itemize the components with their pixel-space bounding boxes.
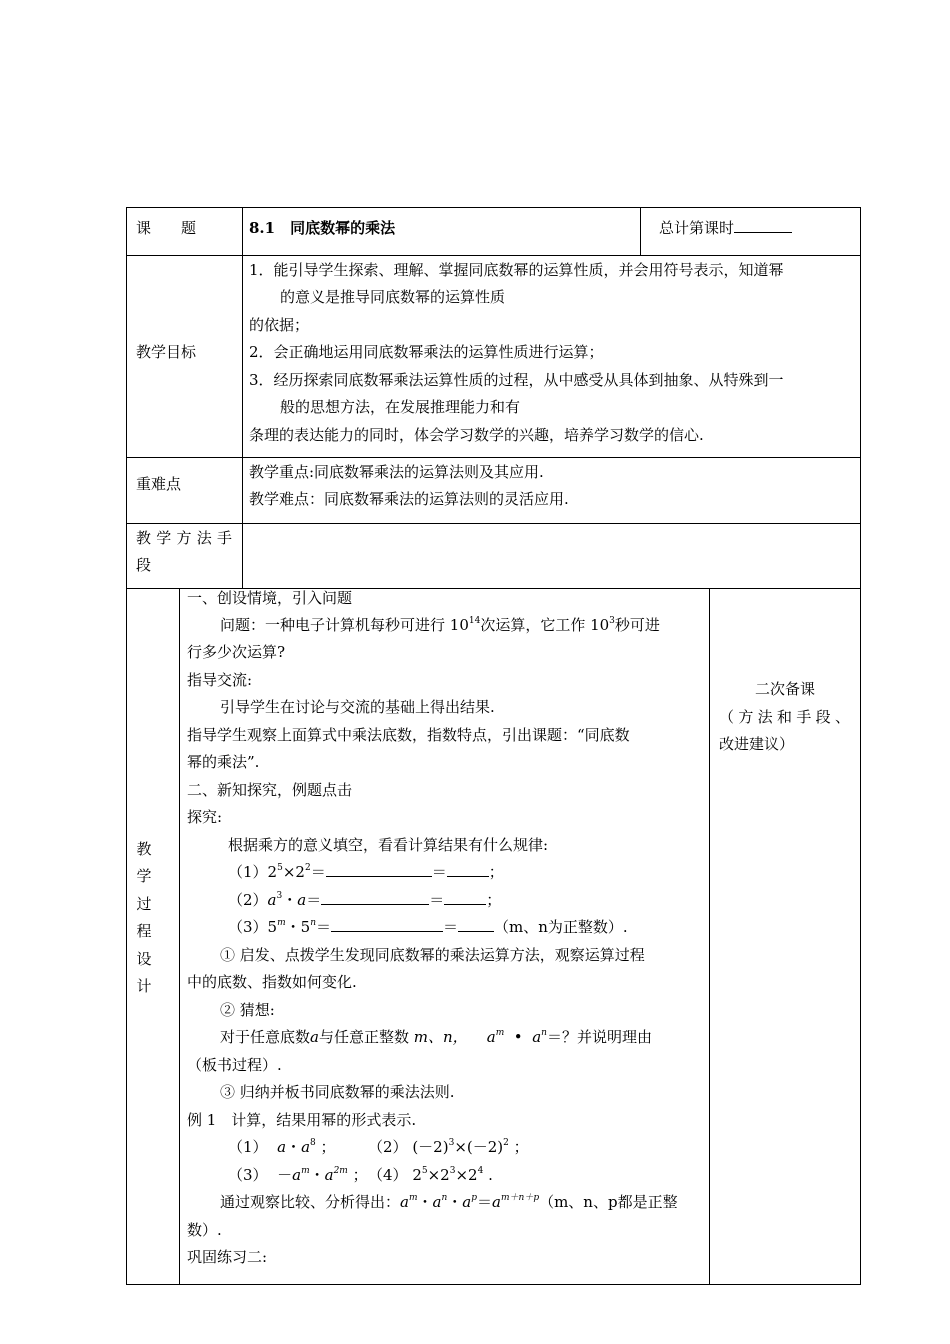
row-divider-2 [126,457,861,458]
explore-intro: 根据乘方的意义填空，看看计算结果有什么规律: [228,836,549,854]
conclusion-line-1: 通过观察比较、分析得出：$a^m$・$a^n$・$a^p=a^{m+n+p}(m$、n、p都是正整 [220,1193,678,1211]
example-1-problem-4: （4） $2^5\times 2^3\times 2^4$ . [368,1166,493,1184]
example-1-problem-2: （2） $(-2)^3\times(-2)^2$ ； [368,1138,529,1156]
exercise-1-blank-2[interactable] [447,862,489,877]
row-divider-3 [126,523,861,524]
key-points-label: 重难点 [136,475,182,493]
step-1-line-1: ① 启发、点拨学生发现同底数幂的乘法运算方法，观察运算过程 [220,946,645,964]
side-note-line1: 二次备课 [754,680,815,698]
problem-line-1: 问题：一种电子计算机每秒可进行 $10^{14}$次运算，它工作 $10^3$秒可进 [220,616,660,634]
objective-line-7: 条理的表达能力的同时，体会学习数学的兴趣，培养学习数学的信心. [249,426,704,444]
example-1-title: 例 1 计算，结果用幂的形式表示. [187,1111,417,1129]
label-column-divider [242,207,243,589]
problem-line-2: 行多少次运算? [187,643,286,661]
methods-label-line2: 段 [136,556,152,574]
hours-label: 总计第课时 [659,219,735,237]
step-3: ③ 归纳并板书同底数幂的乘法法则. [220,1083,455,1101]
process-label-divider [179,588,180,1285]
side-note-divider [709,588,710,1285]
table-border-bottom [126,1284,861,1285]
key-focus: 教学重点:同底数幂乘法的运算法则及其应用. [249,463,544,481]
objectives-label: 教学目标 [136,343,197,361]
side-note-line3: 改进建议） [719,735,795,753]
observe-line-1: 指导学生观察上面算式中乘法底数，指数特点，引出课题：“同底数 [187,726,630,744]
exercise-2: $(2)a^3$・a＝ ＝ ； [228,891,502,909]
key-difficulty: 教学难点：同底数幂乘法的运算法则的灵活应用. [249,490,569,508]
guess-line-1: 对于任意底数a与任意正整数 m、n， $a^m$ • $a^n=$？并说明理由 [220,1028,652,1046]
side-note-line2: （方法和手段、 [719,708,850,726]
exercise-3-blank-1[interactable] [331,917,443,932]
section-1-title: 一、创设情境，引入问题 [187,589,353,607]
practice-title: 巩固练习二: [187,1248,268,1266]
row-divider-1 [126,255,861,256]
process-label-char-4: 程 [136,922,152,940]
guide-text: 引导学生在讨论与交流的基础上得出结果. [220,698,495,716]
hours-column-divider [640,207,641,256]
table-border-top [126,207,861,208]
topic-title: 8.1 同底数幂的乘法 [249,219,396,237]
guide-title: 指导交流: [187,671,253,689]
exercise-2-blank-1[interactable] [321,890,429,905]
exercise-3-blank-2[interactable] [458,917,494,932]
conclusion-line-2: 数）. [187,1221,222,1239]
table-border-right [860,207,861,1285]
example-1-problem-3: $(3) -a^m$・$a^{2m}$ ； [228,1166,368,1184]
step-2: ② 猜想: [220,1001,275,1019]
example-1-problem-1: （1） a・$a^8$ ； [228,1138,336,1156]
hours-field [659,218,792,238]
section-2-title: 二、新知探究，例题点击 [187,781,353,799]
exercise-1-blank-1[interactable] [326,862,432,877]
observe-line-2: 幂的乘法”. [187,753,260,771]
objective-line-6: 般的思想方法，在发展推理能力和有 [280,398,521,416]
explore-title: 探究: [187,808,223,826]
exercise-1: $(1)2^5\times 2^2=$ ＝ ； [228,863,504,881]
topic-label: 课 题 [136,219,197,237]
objective-line-1: 1．能引导学生探索、理解、掌握同底数幂的运算性质，并会用符号表示，知道幂 [249,261,784,279]
objective-line-2: 的意义是推导同底数幂的运算性质 [280,288,506,306]
methods-label-line1: 教学方法手 [136,529,232,547]
process-label-char-2: 学 [136,867,152,885]
exercise-3: （3）5$^m$・$5^n= = (m$、n为正整数）. [228,918,628,936]
table-border-left [126,207,127,1285]
objective-line-3: 的依据； [249,316,310,334]
process-label-char-5: 设 [136,950,152,968]
guess-line-2: （板书过程）. [187,1056,282,1074]
process-label-char-3: 过 [136,895,152,913]
step-1-line-2: 中的底数、指数如何变化. [187,973,357,991]
hours-blank [734,218,792,233]
process-label-char-1: 教 [136,840,152,858]
objective-line-4: 2．会正确地运用同底数幂乘法的运算性质进行运算； [249,343,604,361]
exercise-2-blank-2[interactable] [444,890,486,905]
process-label-char-6: 计 [136,977,152,995]
objective-line-5: 3．经历探索同底数幂乘法运算性质的过程，从中感受从具体到抽象、从特殊到一 [249,371,784,389]
